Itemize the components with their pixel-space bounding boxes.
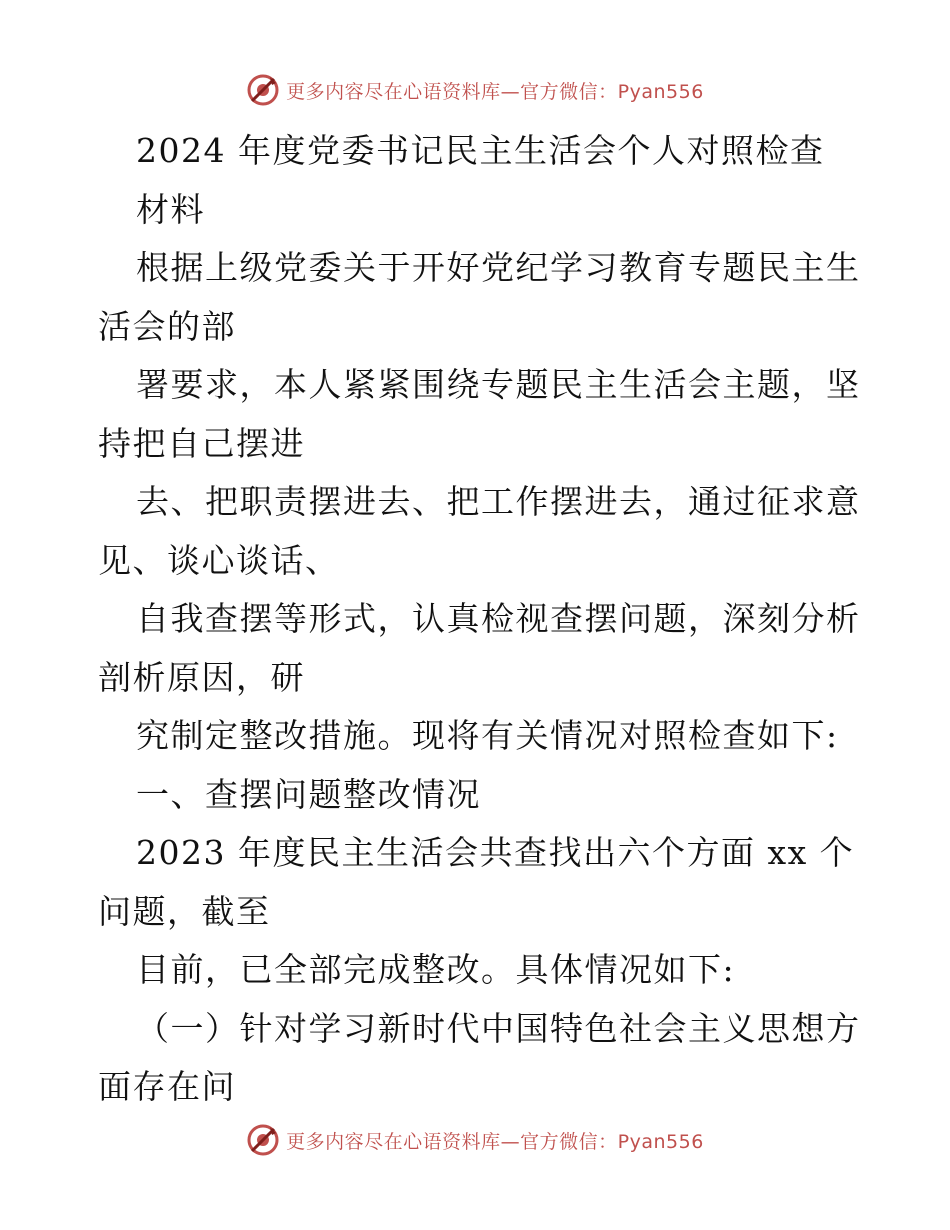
document-body	[98, 122, 861, 1117]
text-line: 根据上级党委关于开好党纪学习教育专题民主生	[136, 248, 861, 287]
text-line: 剖析原因，研	[98, 657, 305, 697]
watermark-text: 更多内容尽在心语资料库—官方微信：Pyan556	[286, 1130, 704, 1153]
text-line: 目前，已全部完成整改。具体情况如下:	[136, 950, 736, 989]
text-line: 问题，截至	[98, 891, 271, 931]
text-line: 去、把职责摆进去、把工作摆进去，通过征求意	[136, 482, 861, 521]
brand-logo-icon	[246, 73, 280, 107]
text-line: 2024 年度党委书记民主生活会个人对照检查	[136, 131, 825, 170]
watermark-text: 更多内容尽在心语资料库—官方微信：Pyan556	[286, 80, 704, 103]
text-line: 一、查摆问题整改情况	[136, 774, 481, 814]
text-line: 活会的部	[98, 306, 236, 346]
brand-logo-icon	[246, 1123, 280, 1157]
text-line: （一）针对学习新时代中国特色社会主义思想方	[136, 1008, 861, 1048]
text-line: 2023 年度民主生活会共查找出六个方面 xx 个	[136, 833, 855, 872]
text-line: 持把自己摆进	[98, 423, 305, 463]
header-watermark	[0, 70, 950, 110]
text-line: 署要求，本人紧紧围绕专题民主生活会主题，坚	[136, 365, 861, 404]
text-line: 见、谈心谈话、	[98, 540, 340, 580]
text-line: 材料	[136, 189, 205, 229]
footer-watermark	[0, 1120, 950, 1160]
text-line: 自我查摆等形式，认真检视查摆问题，深刻分析	[136, 599, 861, 638]
text-line: 面存在问	[98, 1067, 236, 1106]
text-line: 究制定整改措施。现将有关情况对照检查如下:	[136, 716, 839, 755]
